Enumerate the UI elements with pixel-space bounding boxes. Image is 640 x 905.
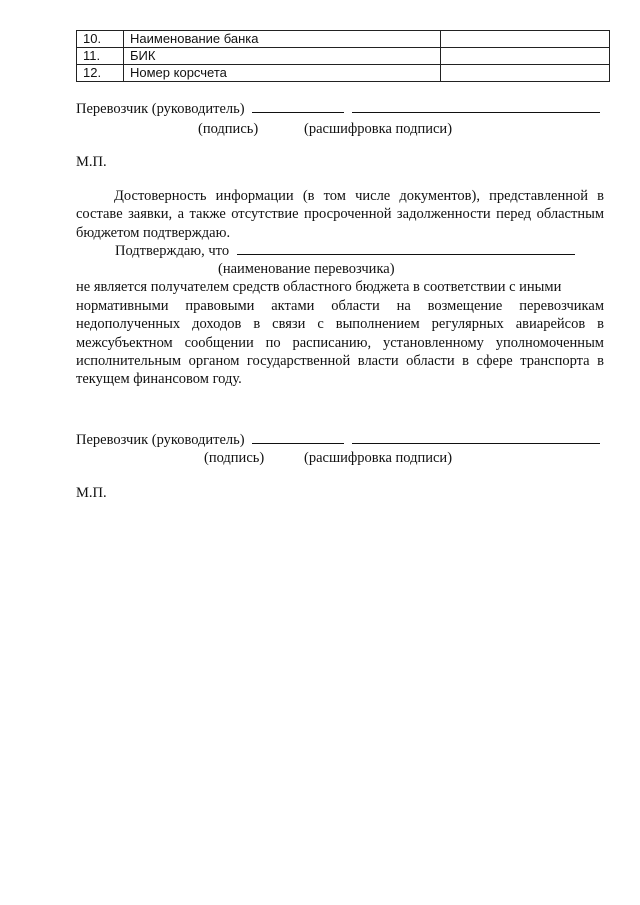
- signature-line: [76, 431, 600, 449]
- table-row: [77, 48, 610, 65]
- sign-caption: (подпись): [204, 450, 265, 466]
- carrier-label: Перевозчик (руководитель): [76, 101, 245, 117]
- decode-caption: (расшифровка подписи): [304, 121, 453, 137]
- row-value: [441, 65, 610, 82]
- sign-caption: (подпись): [198, 121, 259, 137]
- row-label: Номер корсчета: [124, 65, 441, 82]
- statement-paragraph: нормативными правовыми актами области на возмещение перевозчикам недополученных доходов в связи с выполнением регулярных авиарейсов в межсубъектном сообщении по расписанию, установленному уполномоченным исполнительным органом государственной власти области в сфере транспорта в текущем финансовом году.: [76, 298, 604, 388]
- row-number: 12.: [77, 65, 124, 82]
- table-row: [77, 31, 610, 48]
- row-label: БИК: [124, 48, 441, 65]
- carrier-name-caption: (наименование перевозчика): [218, 261, 395, 277]
- confirmation-paragraph: [76, 187, 604, 242]
- decode-caption: (расшифровка подписи): [304, 450, 453, 466]
- statement-first-line: не является получателем средств областного бюджета в соответствии с иными: [76, 279, 562, 295]
- row-value: [441, 31, 610, 48]
- name-decode-blank: [352, 431, 600, 444]
- carrier-label: Перевозчик (руководитель): [76, 432, 245, 448]
- row-number: 10.: [77, 31, 124, 48]
- row-number: 11.: [77, 48, 124, 65]
- confirm-line: [115, 242, 575, 260]
- name-decode-blank: [352, 100, 600, 113]
- signature-line: [76, 100, 600, 118]
- signature-blank: [252, 100, 344, 113]
- confirmation-text: Достоверность информации (в том числе документов), представленной в составе заявки, а также отсутствие просроченной задолженности перед областным бюджетом подтверждаю.: [76, 188, 604, 241]
- stamp-mark: М.П.: [76, 485, 107, 501]
- confirm-prefix: Подтверждаю, что: [115, 243, 230, 259]
- bank-details-table: [76, 30, 610, 82]
- row-label: Наименование банка: [124, 31, 441, 48]
- table-row: [77, 65, 610, 82]
- carrier-name-blank: [237, 242, 575, 255]
- row-value: [441, 48, 610, 65]
- signature-blank: [252, 431, 344, 444]
- stamp-mark: М.П.: [76, 154, 107, 170]
